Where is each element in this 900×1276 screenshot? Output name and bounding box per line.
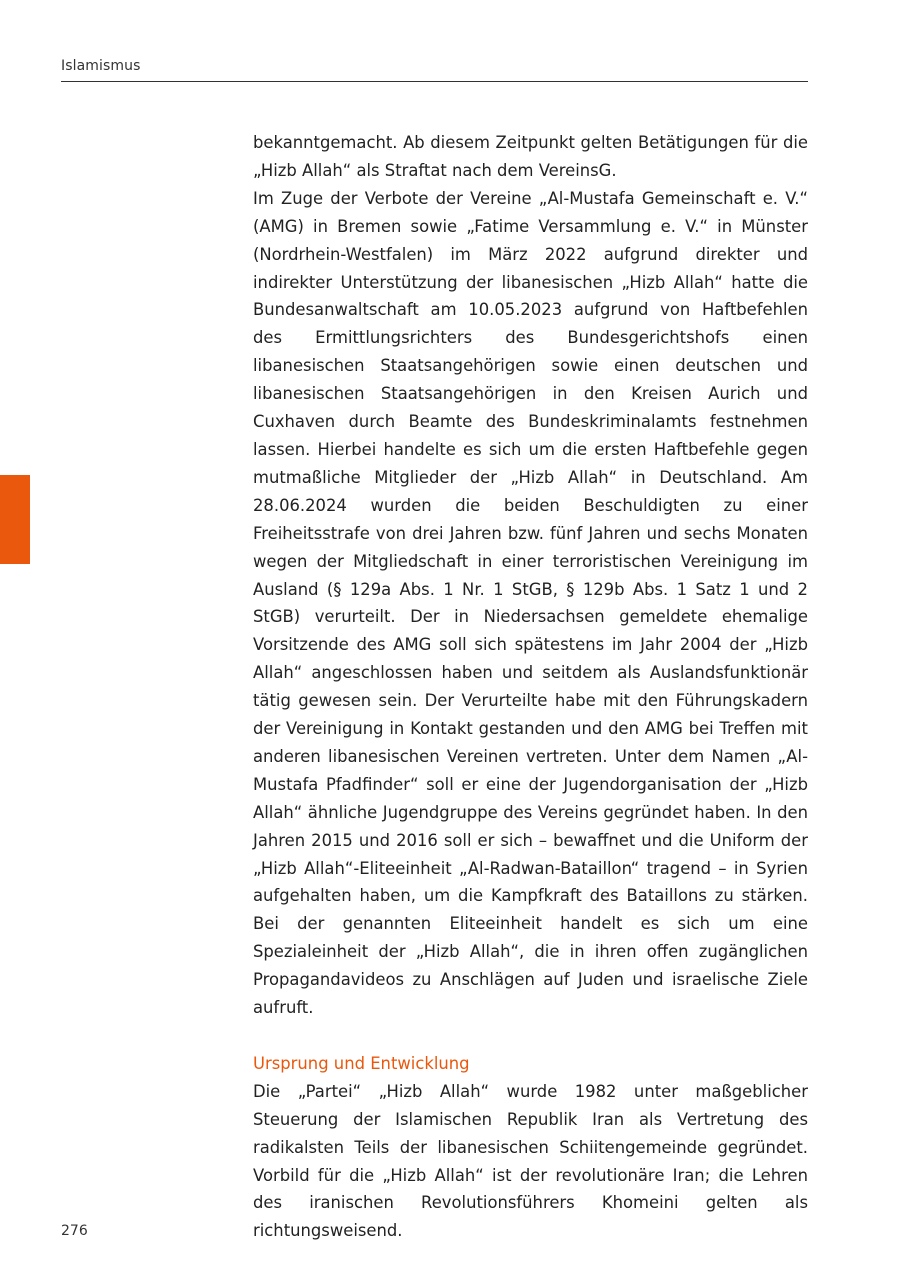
section-heading: Ursprung und Entwicklung	[253, 1053, 470, 1073]
chapter-marker-tab	[0, 475, 30, 564]
page-number: 276	[61, 1223, 88, 1239]
paragraph-continuation: bekanntgemacht. Ab diesem Zeitpunkt gelten Betätigungen für die „Hizb Allah“ als Straftat nach dem VereinsG.	[253, 133, 808, 180]
paragraph-origin: Die „Partei“ „Hizb Allah“ wurde 1982 unter maßgeblicher Steuerung der Islamischen Republik Iran als Vertretung des radikalsten Teils der libanesischen Schiitengemeinde gegründet. Vorbild für die „Hizb Allah“ ist der revolutionäre Iran; die Lehren des iranischen Revolutionsführers Khomeini gelten als richtungsweisend.	[253, 1081, 808, 1241]
running-header-title: Islamismus	[61, 58, 141, 74]
header-divider	[61, 81, 808, 82]
paragraph-arrests: Im Zuge der Verbote der Vereine „Al-Mustafa Gemeinschaft e. V.“ (AMG) in Bremen sowie „Fatime Versammlung e. V.“ in Münster (Nordrhein-Westfalen) im März 2022 aufgrund direkter und indirekter Unterstützung der libanesischen „Hizb Allah“ hatte die Bundesanwaltschaft am 10.05.2023 aufgrund von Haftbefehlen des Ermittlungsrichters des Bundesgerichtshofs einen libanesischen Staatsangehörigen sowie einen deutschen und libanesischen Staatsangehörigen in den Kreisen Aurich und Cuxhaven durch Beamte des Bundeskriminalamts festnehmen lassen. Hierbei handelte es sich um die ersten Haftbefehle gegen mutmaßliche Mitglieder der „Hizb Allah“ in Deutschland. Am 28.06.2024 wurden die beiden Beschuldigten zu einer Freiheitsstrafe von drei Jahren bzw. fünf Jahren und sechs Monaten wegen der Mitgliedschaft in einer terroristischen Vereinigung im Ausland (§ 129a Abs. 1 Nr. 1 StGB, § 129b Abs. 1 Satz 1 und 2 StGB) verurteilt. Der in Niedersachsen gemeldete ehemalige Vorsitzende des AMG soll sich spätestens im Jahr 2004 der „Hizb Allah“ angeschlossen haben und seitdem als Auslandsfunktionär tätig gewesen sein. Der Verurteilte habe mit den Führungskadern der Vereinigung in Kontakt gestanden und den AMG bei Treffen mit anderen libanesischen Vereinen vertreten. Unter dem Namen „Al-Mustafa Pfadfinder“ soll er eine der Jugendorganisation der „Hizb Allah“ ähnliche Jugendgruppe des Vereins gegründet haben. In den Jahren 2015 und 2016 soll er sich – bewaffnet und die Uniform der „Hizb Allah“-Eliteeinheit „Al-Radwan-Bataillon“ tragend – in Syrien aufgehalten haben, um die Kampfkraft des Bataillons zu stärken. Bei der genannten Eliteeinheit handelt es sich um eine Spezialeinheit der „Hizb Allah“, die in ihren offen zugänglichen Propagandavideos zu Anschlägen auf Juden und israelische Ziele aufruft.	[253, 188, 808, 1018]
body-text	[253, 129, 808, 1245]
